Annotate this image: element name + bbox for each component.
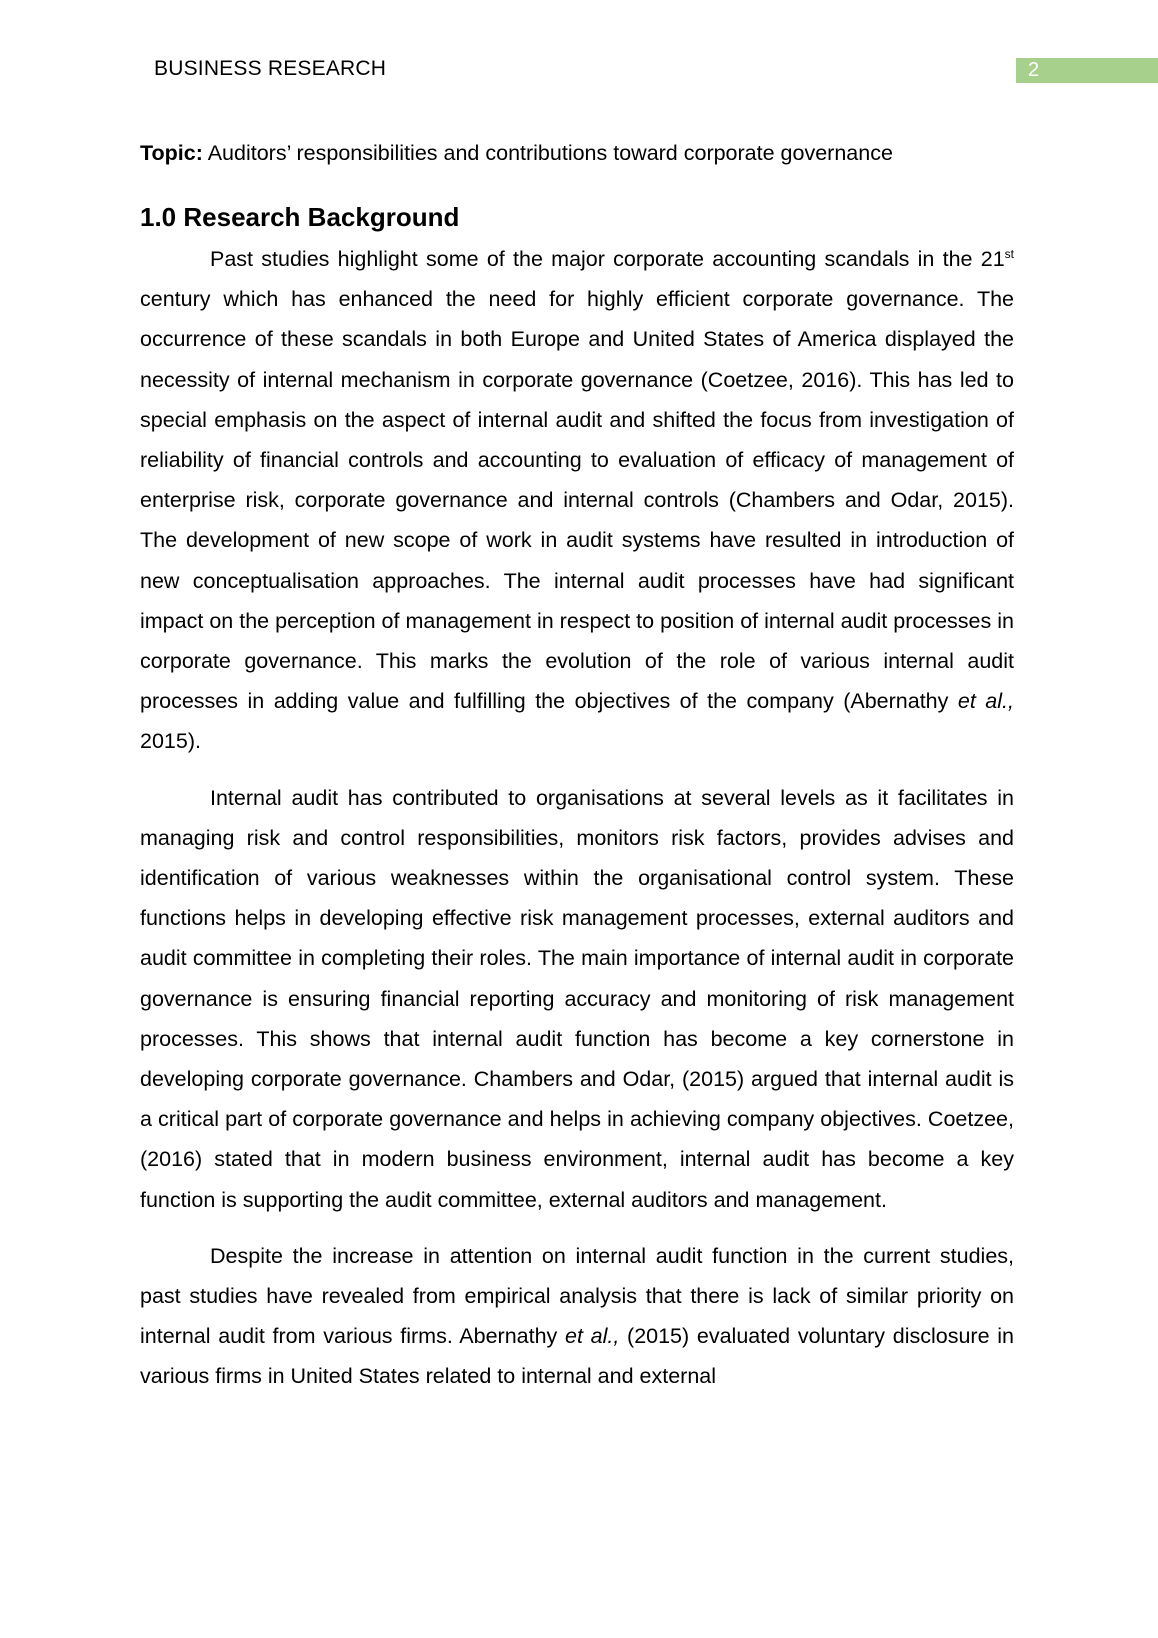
ordinal-suffix: st [1004,246,1014,261]
paragraph-1-part-a: Past studies highlight some of the major corporate accounting scandals in the 21 [210,247,1005,271]
paragraph-2: Internal audit has contributed to organisations at several levels as it facilitates in managing risk and control responsibilities, monitors risk factors, provides advises and identification of various weaknesses within the organisational control system. These functions helps in developing effective risk management processes, external auditors and audit committee in completing their roles. The main importance of internal audit in corporate governance is ensuring financial reporting accuracy and monitoring of risk management processes. This shows that internal audit function has become a key cornerstone in developing corporate governance. Chambers and Odar, (2015) argued that internal audit is a critical part of corporate governance and helps in achieving company objectives. Coetzee, (2016) stated that in modern business environment, internal audit has become a key function is supporting the audit committee, external auditors and management. [140,785,1014,1212]
section-heading: 1.0 Research Background [140,202,460,232]
document-body [140,137,1014,1413]
paragraph-3-part-a: Despite the increase in attention on internal audit function in the current studies, past studies have revealed from empirical analysis that there is lack of similar priority on internal audit from various firms. Abernathy [140,1243,1014,1349]
paragraph-1 [140,239,1014,762]
paragraph-1-part-c: 2015). [140,729,201,754]
paragraph-3-part-b: (2015) evaluated voluntary disclosure in various firms in United States related to internal and external [140,1324,1014,1389]
citation-et-al: et al., [565,1324,620,1349]
topic-text: Auditors’ responsibilities and contributions toward corporate governance [207,141,893,165]
page-number: 2 [1016,58,1158,83]
paragraph-1-part-b: century which has enhanced the need for highly efficient corporate governance. The occurrence of these scandals in both Europe and United States of America displayed the necessity of internal mechanism in corporate governance (Coetzee, 2016). This has led to special emphasis on the aspect of internal audit and shifted the focus from investigation of reliability of financial controls and accounting to evaluation of efficacy of management of enterprise risk, corporate governance and internal controls (Chambers and Odar, 2015). The development of new scope of work in audit systems have resulted in introduction of new conceptualisation approaches. The internal audit processes have had significant impact on the perception of management in respect to position of internal audit processes in corporate governance. This marks the evolution of the role of various internal audit processes in adding value and fulfilling the objectives of the company (Abernathy [140,287,1014,714]
paragraph-3 [140,1236,1014,1397]
topic-line [140,137,1014,169]
running-header: BUSINESS RESEARCH [154,57,387,80]
citation-et-al: et al., [957,689,1014,714]
topic-label: Topic: [140,141,203,165]
